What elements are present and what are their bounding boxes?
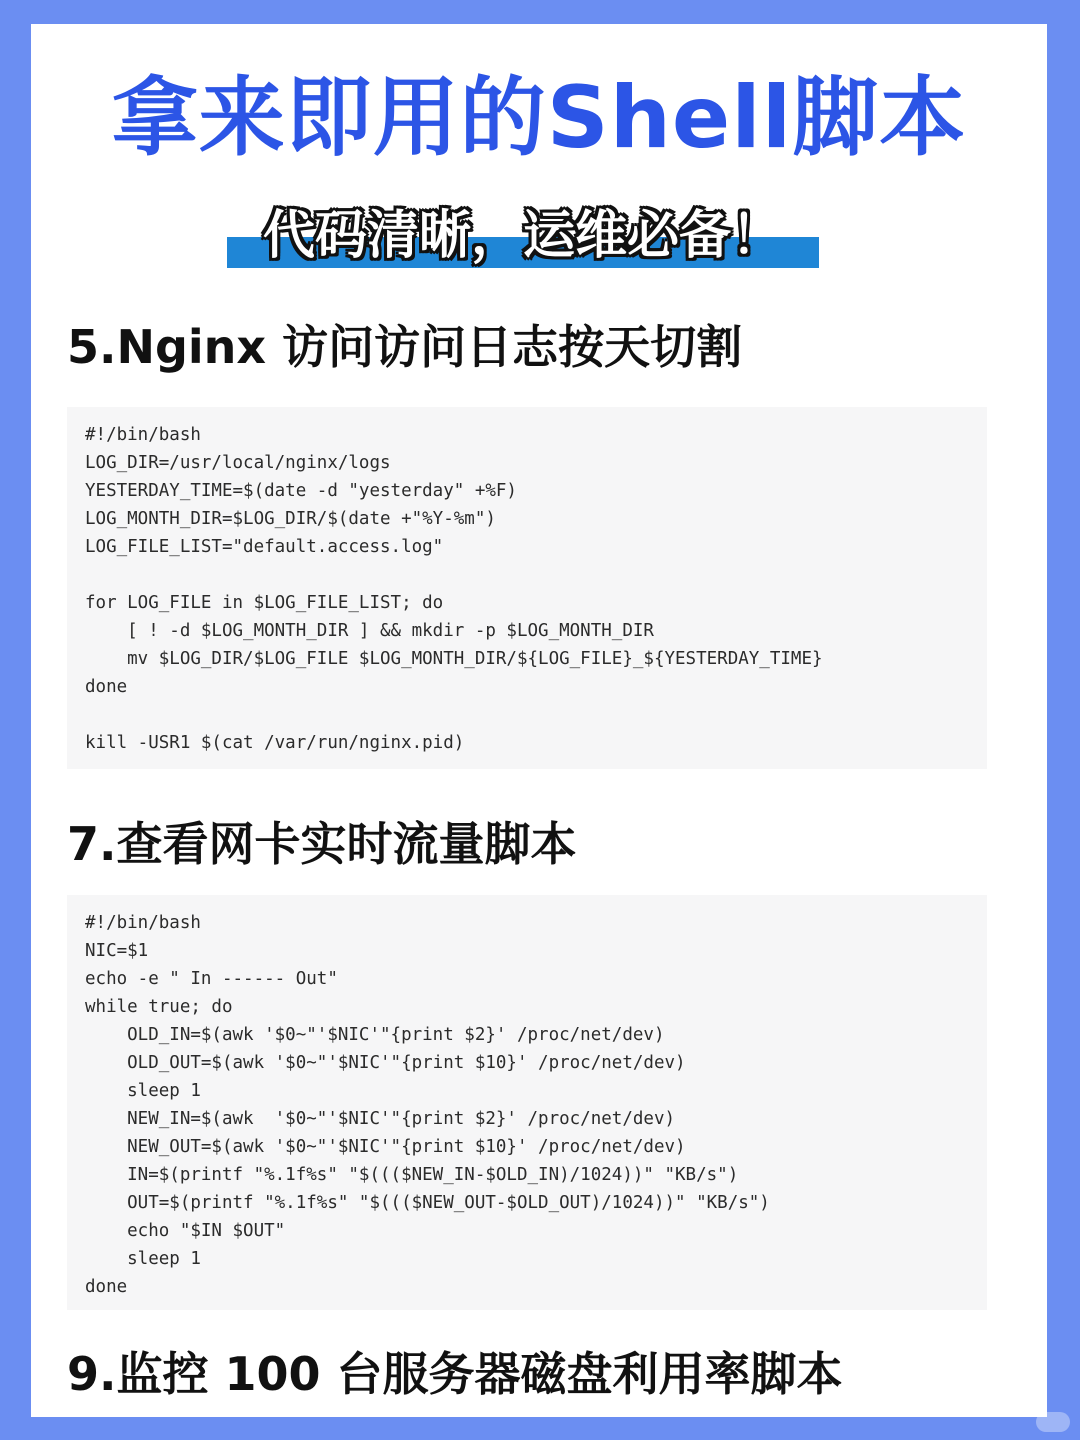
code-line: NIC=$1 — [85, 941, 149, 961]
code-line: done — [85, 1277, 128, 1297]
code-line: kill -USR1 $(cat /var/run/nginx.pid) — [85, 733, 465, 753]
code-line: while true; do — [85, 997, 233, 1017]
code-line: OLD_IN=$(awk '$0~"'$NIC'"{print $2}' /proc/net/dev) — [85, 1025, 665, 1045]
section-heading-nginx-log: 5.Nginx 访问访问日志按天切割 — [67, 320, 743, 374]
code-line: LOG_MONTH_DIR=$LOG_DIR/$(date +"%Y-%m") — [85, 509, 496, 529]
code-line: #!/bin/bash — [85, 425, 201, 445]
code-block-nginx-log — [67, 407, 987, 769]
code-line: echo -e " In ------ Out" — [85, 969, 338, 989]
code-line: OUT=$(printf "%.1f%s" "$((($NEW_OUT-$OLD_OUT)/1024))" "KB/s") — [85, 1193, 770, 1213]
code-line: NEW_OUT=$(awk '$0~"'$NIC'"{print $10}' /proc/net/dev) — [85, 1137, 686, 1157]
code-line: [ ! -d $LOG_MONTH_DIR ] && mkdir -p $LOG_MONTH_DIR — [85, 621, 654, 641]
content-card — [31, 24, 1047, 1417]
code-line: IN=$(printf "%.1f%s" "$((($NEW_IN-$OLD_IN)/1024))" "KB/s") — [85, 1165, 739, 1185]
page-title: 拿来即用的Shell脚本 — [111, 68, 967, 168]
section-heading-disk-monitor: 9.监控 100 台服务器磁盘利用率脚本 — [67, 1347, 843, 1401]
section-heading-nic-traffic: 7.查看网卡实时流量脚本 — [67, 817, 577, 871]
code-line: YESTERDAY_TIME=$(date -d "yesterday" +%F) — [85, 481, 517, 501]
watermark-badge — [1036, 1412, 1070, 1432]
code-line: LOG_DIR=/usr/local/nginx/logs — [85, 453, 391, 473]
code-line — [85, 701, 987, 729]
code-line: sleep 1 — [85, 1081, 201, 1101]
subtitle-banner — [227, 204, 819, 268]
code-line: mv $LOG_DIR/$LOG_FILE $LOG_MONTH_DIR/${LOG_FILE}_${YESTERDAY_TIME} — [85, 649, 823, 669]
code-line: #!/bin/bash — [85, 913, 201, 933]
code-line: sleep 1 — [85, 1249, 201, 1269]
code-line: NEW_IN=$(awk '$0~"'$NIC'"{print $2}' /proc/net/dev) — [85, 1109, 676, 1129]
code-line: OLD_OUT=$(awk '$0~"'$NIC'"{print $10}' /proc/net/dev) — [85, 1053, 686, 1073]
code-line: echo "$IN $OUT" — [85, 1221, 286, 1241]
page-subtitle: 代码清晰，运维必备！ — [262, 206, 783, 266]
code-block-nic-traffic — [67, 895, 987, 1310]
code-line: done — [85, 677, 128, 697]
code-line — [85, 561, 987, 589]
code-line: LOG_FILE_LIST="default.access.log" — [85, 537, 444, 557]
code-line: for LOG_FILE in $LOG_FILE_LIST; do — [85, 593, 444, 613]
